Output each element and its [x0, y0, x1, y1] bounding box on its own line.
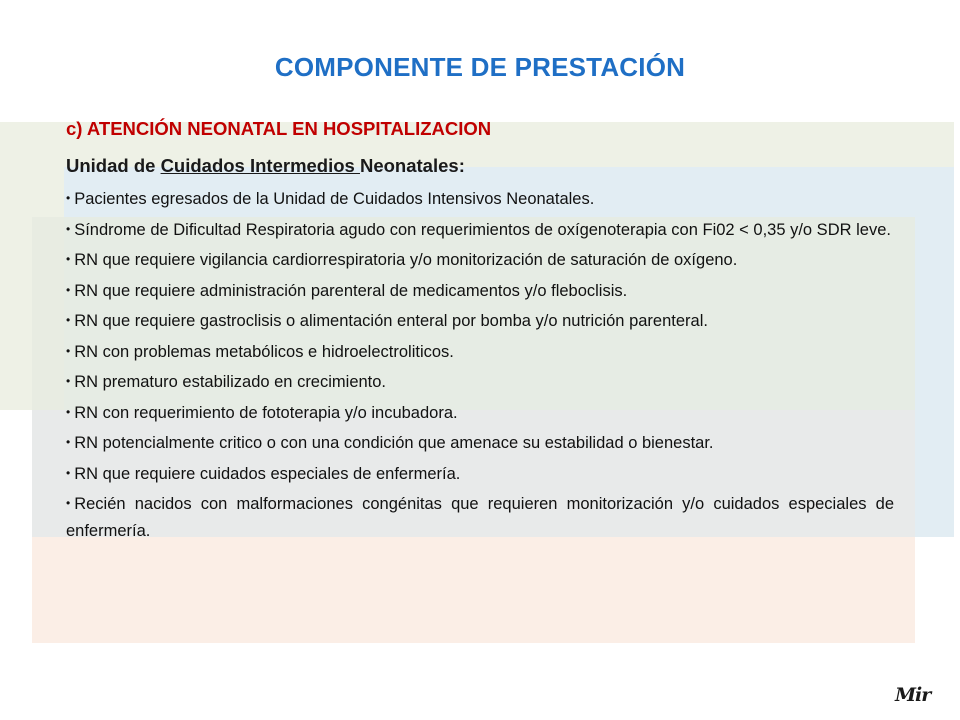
list-item-text: Síndrome de Dificultad Respiratoria agudo con requerimientos de oxígenoterapia con Fi02 < 0,35 y/o SDR leve.	[74, 220, 891, 239]
list-item-text: Pacientes egresados de la Unidad de Cuidados Intensivos Neonatales.	[74, 190, 595, 208]
list-item-text: RN que requiere cuidados especiales de enfermería.	[74, 464, 461, 483]
mir-logo: Mir	[895, 684, 931, 706]
bullet-icon: •	[66, 221, 71, 236]
list-item	[66, 368, 894, 396]
section-subtitle: c) ATENCIÓN NEONATAL EN HOSPITALIZACION	[66, 118, 492, 139]
list-item-text: RN prematuro estabilizado en crecimiento.	[74, 373, 387, 391]
list-item	[66, 399, 894, 427]
bullet-icon: •	[66, 282, 71, 297]
bullet-icon: •	[66, 343, 71, 358]
bullet-icon: •	[66, 465, 71, 480]
list-item	[66, 277, 894, 305]
background-panel-peach	[32, 537, 915, 643]
slide-title: COMPONENTE DE PRESTACIÓN	[274, 52, 686, 82]
criteria-list	[66, 185, 894, 547]
list-item	[66, 338, 894, 366]
bullet-icon: •	[66, 496, 71, 510]
unit-heading	[66, 155, 465, 177]
list-item	[66, 246, 894, 274]
bullet-icon: •	[66, 404, 71, 419]
list-item-text: Recién nacidos con malformaciones congénitas que requieren monitorización y/o cuidados especiales de enfermería.	[66, 495, 894, 540]
unit-heading-post: Neonatales:	[359, 155, 465, 176]
unit-heading-pre: Unidad de	[66, 155, 161, 176]
bullet-icon: •	[66, 252, 71, 266]
bullet-icon: •	[66, 435, 71, 449]
list-item-text: RN que requiere vigilancia cardiorrespiratoria y/o monitorización de saturación de oxígeno.	[74, 251, 738, 269]
bullet-icon: •	[66, 313, 71, 327]
list-item-text: RN con problemas metabólicos e hidroelectroliticos.	[74, 342, 454, 361]
list-item	[66, 307, 894, 335]
list-item-text: RN con requerimiento de fototerapia y/o incubadora.	[74, 403, 458, 422]
bullet-icon: •	[66, 374, 71, 388]
list-item-text: RN que requiere gastroclisis o alimentación enteral por bomba y/o nutrición parenteral.	[74, 312, 708, 330]
list-item	[66, 460, 894, 488]
list-item	[66, 429, 894, 457]
list-item-text: RN potencialmente critico o con una condición que amenace su estabilidad o bienestar.	[74, 434, 714, 452]
list-item-text: RN que requiere administración parenteral de medicamentos y/o fleboclisis.	[74, 281, 628, 300]
bullet-icon: •	[66, 191, 71, 205]
unit-heading-underlined: Cuidados Intermedios	[160, 155, 360, 176]
list-item	[66, 185, 894, 213]
list-item	[66, 490, 894, 544]
list-item	[66, 216, 894, 244]
